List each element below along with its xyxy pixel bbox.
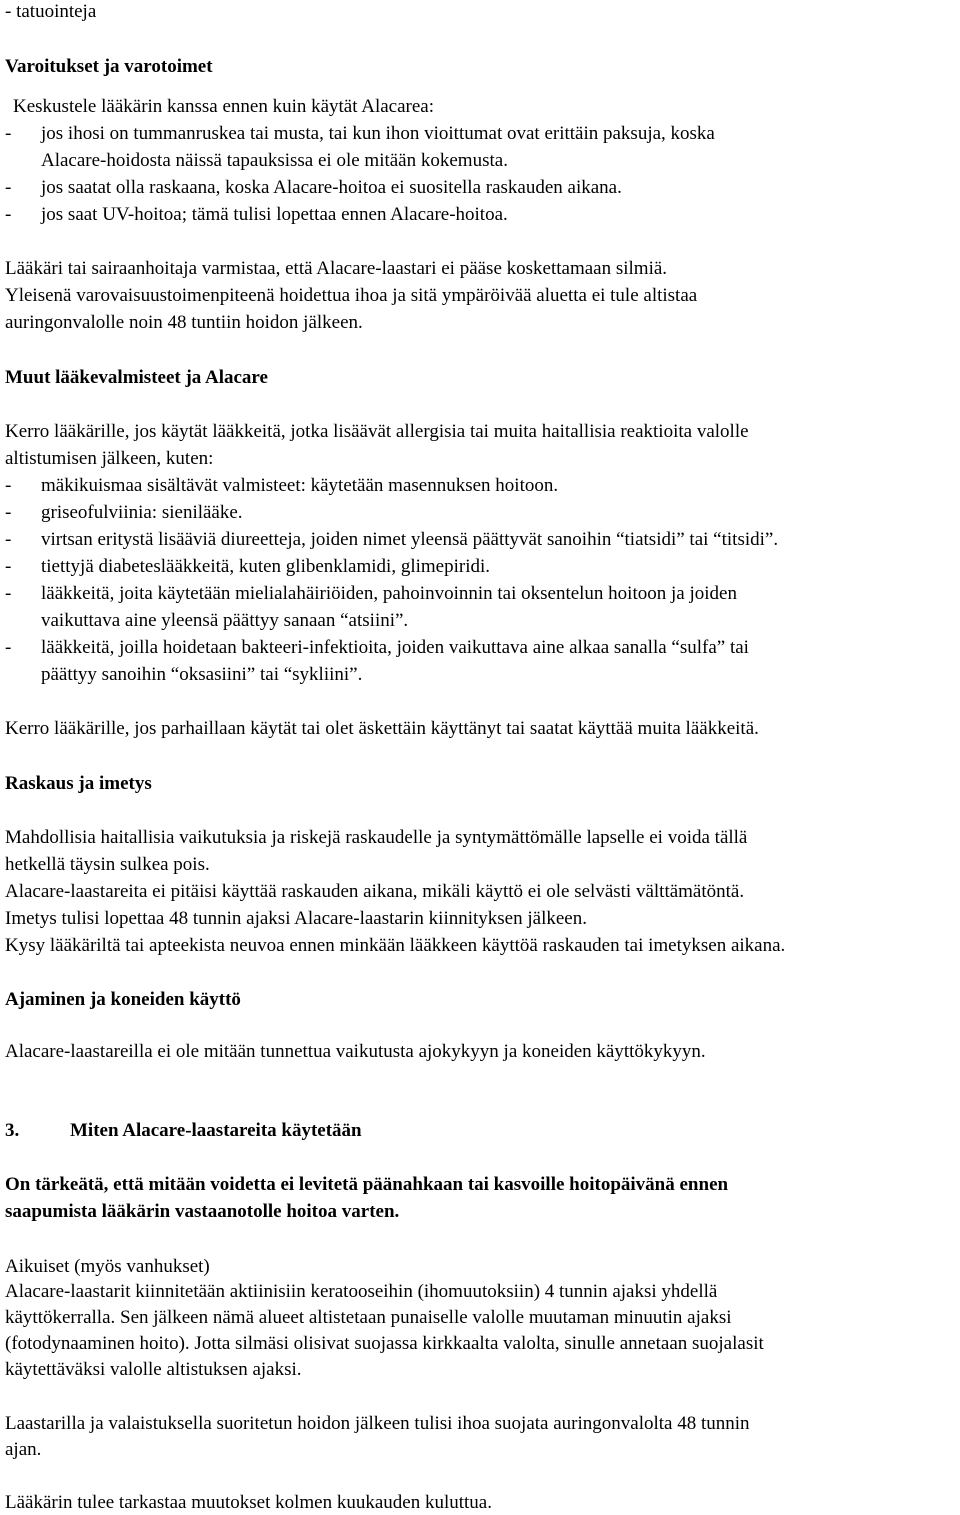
heading-warnings: Varoitukset ja varotoimet bbox=[5, 56, 213, 77]
heading-driving: Ajaminen ja koneiden käyttö bbox=[5, 989, 241, 1010]
paragraph-line: Kysy lääkäriltä tai apteekista neuvoa ennen minkään lääkkeen käyttöä raskauden tai imetyksen aikana. bbox=[5, 935, 786, 956]
paragraph-line: Laastarilla ja valaistuksella suoritetun hoidon jälkeen tulisi ihoa suojata auringonvalolta 48 tunnin bbox=[5, 1413, 750, 1434]
list-item-tattoos: - tatuointeja bbox=[5, 1, 97, 22]
list-bullet: - bbox=[5, 529, 12, 550]
list-bullet: - bbox=[5, 177, 12, 198]
heading-other-medicines: Muut lääkevalmisteet ja Alacare bbox=[5, 367, 268, 388]
paragraph-line: auringonvalolle noin 48 tuntiin hoidon jälkeen. bbox=[5, 312, 363, 333]
paragraph-line: Imetys tulisi lopettaa 48 tunnin ajaksi Alacare-laastarin kiinnityksen jälkeen. bbox=[5, 908, 587, 929]
list-item: lääkkeitä, joilla hoidetaan bakteeri-infektioita, joiden vaikuttava aine alkaa sanalla “sulfa” tai bbox=[41, 637, 749, 658]
paragraph-line: käyttökerralla. Sen jälkeen nämä alueet altistetaan punaiselle valolle muutaman minuutin ajaksi bbox=[5, 1307, 732, 1328]
list-item: jos saat UV-hoitoa; tämä tulisi lopettaa ennen Alacare-hoitoa. bbox=[41, 204, 508, 225]
list-bullet: - bbox=[5, 123, 12, 144]
heading-pregnancy: Raskaus ja imetys bbox=[5, 773, 152, 794]
list-bullet: - bbox=[5, 637, 12, 658]
paragraph-line: altistumisen jälkeen, kuten: bbox=[5, 448, 214, 469]
paragraph-line: Keskustele lääkärin kanssa ennen kuin käytät Alacarea: bbox=[13, 96, 434, 117]
list-bullet: - bbox=[5, 502, 12, 523]
list-item-continued: vaikuttava aine yleensä päättyy sanaan “atsiini”. bbox=[41, 610, 409, 631]
list-item-continued: päättyy sanoihin “oksasiini” tai “sykliini”. bbox=[41, 664, 363, 685]
list-bullet: - bbox=[5, 475, 12, 496]
paragraph-line: Yleisenä varovaisuustoimenpiteenä hoidettua ihoa ja sitä ympäröivää aluetta ei tule altistaa bbox=[5, 285, 698, 306]
paragraph-line: Alacare-laastareita ei pitäisi käyttää raskauden aikana, mikäli käyttö ei ole selvästi välttämätöntä. bbox=[5, 881, 745, 902]
bold-notice-line: saapumista lääkärin vastaanotolle hoitoa varten. bbox=[5, 1201, 400, 1222]
paragraph-line: Mahdollisia haitallisia vaikutuksia ja riskejä raskaudelle ja syntymättömälle lapselle ei voida tällä bbox=[5, 827, 748, 848]
list-item: tiettyjä diabeteslääkkeitä, kuten glibenklamidi, glimepiridi. bbox=[41, 556, 491, 577]
paragraph-line: ajan. bbox=[5, 1439, 42, 1460]
paragraph-line: käytettäväksi valolle altistuksen ajaksi. bbox=[5, 1359, 302, 1380]
paragraph-line: Lääkärin tulee tarkastaa muutokset kolmen kuukauden kuluttua. bbox=[5, 1492, 492, 1513]
list-bullet: - bbox=[5, 204, 12, 225]
paragraph-line: Lääkäri tai sairaanhoitaja varmistaa, että Alacare-laastari ei pääse koskettamaan silmiä. bbox=[5, 258, 668, 279]
list-item: jos ihosi on tummanruskea tai musta, tai kun ihon vioittumat ovat erittäin paksuja, koska bbox=[41, 123, 715, 144]
list-bullet: - bbox=[5, 556, 12, 577]
list-item: virtsan eritystä lisääviä diureetteja, joiden nimet yleensä päättyvät sanoihin “tiatsidi” tai “titsidi”. bbox=[41, 529, 779, 550]
list-item: jos saatat olla raskaana, koska Alacare-hoitoa ei suositella raskauden aikana. bbox=[41, 177, 622, 198]
paragraph-line: Alacare-laastarit kiinnitetään aktiinisiin keratooseihin (ihomuutoksiin) 4 tunnin ajaksi yhdellä bbox=[5, 1281, 718, 1302]
list-item: lääkkeitä, joita käytetään mielialahäiriöiden, pahoinvoinnin tai oksentelun hoitoon ja joiden bbox=[41, 583, 737, 604]
paragraph-line: (fotodynaaminen hoito). Jotta silmäsi olisivat suojassa kirkkaalta valolta, sinulle annetaan suojalasit bbox=[5, 1333, 764, 1354]
list-item-continued: Alacare-hoidosta näissä tapauksissa ei ole mitään kokemusta. bbox=[41, 150, 508, 171]
paragraph-line: Kerro lääkärille, jos parhaillaan käytät tai olet äskettäin käyttänyt tai saatat käyttää muita lääkkeitä. bbox=[5, 718, 759, 739]
subheading-adults: Aikuiset (myös vanhukset) bbox=[5, 1256, 210, 1277]
paragraph-line: Kerro lääkärille, jos käytät lääkkeitä, jotka lisäävät allergisia tai muita haitallisia reaktioita valolle bbox=[5, 421, 749, 442]
list-item: griseofulviinia: sienilääke. bbox=[41, 502, 243, 523]
bold-notice-line: On tärkeätä, että mitään voidetta ei levitetä päänahkaan tai kasvoille hoitopäivänä ennen bbox=[5, 1174, 729, 1195]
heading-how-to-use: Miten Alacare-laastareita käytetään bbox=[70, 1120, 362, 1141]
section-number: 3. bbox=[5, 1120, 20, 1141]
paragraph-line: Alacare-laastareilla ei ole mitään tunnettua vaikutusta ajokykyyn ja koneiden käyttökykyyn. bbox=[5, 1041, 706, 1062]
list-bullet: - bbox=[5, 583, 12, 604]
list-item: mäkikuismaa sisältävät valmisteet: käytetään masennuksen hoitoon. bbox=[41, 475, 559, 496]
paragraph-line: hetkellä täysin sulkea pois. bbox=[5, 854, 210, 875]
